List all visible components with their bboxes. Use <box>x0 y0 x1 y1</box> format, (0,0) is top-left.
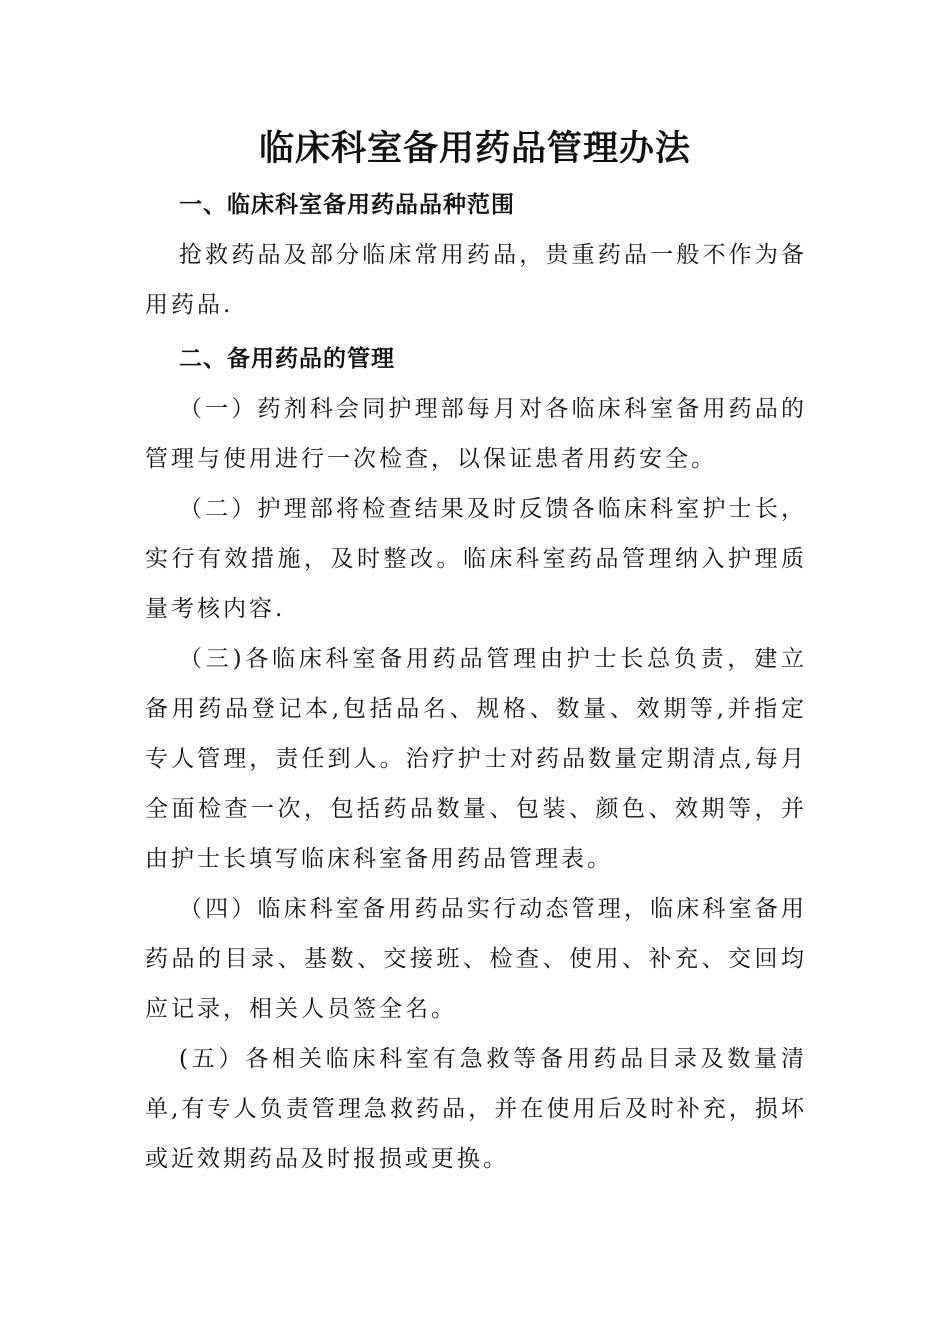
document-body <box>145 180 807 1184</box>
section-heading-2: 二、备用药品的管理 <box>179 346 395 372</box>
section-2-item-3: （三)各临床科室备用药品管理由护士长总负责，建立备用药品登记本,包括品名、规格、数量、效期等,并指定专人管理，责任到人。治疗护士对药品数量定期清点,每月全面检查一次，包括药品数量、包装、颜色、效期等，并由护士长填写临床科室备用药品管理表。 <box>145 646 807 872</box>
section-2-item-5: (五）各相关临床科室有急救等备用药品目录及数量清单,有专人负责管理急救药品，并在使用后及时补充，损坏或近效期药品及时报损或更换。 <box>145 1046 807 1172</box>
section-2-item-2: （二）护理部将检查结果及时反馈各临床科室护士长，实行有效措施，及时整改。临床科室药品管理纳入护理质量考核内容. <box>145 496 807 622</box>
document-title: 临床科室备用药品管理办法 <box>258 128 691 169</box>
section-1-paragraph: 抢救药品及部分临床常用药品，贵重药品一般不作为备用药品. <box>145 242 807 318</box>
section-2-item-1: （一）药剂科会同护理部每月对各临床科室备用药品的管理与使用进行一次检查，以保证患者用药安全。 <box>145 396 807 472</box>
section-heading-1: 一、临床科室备用药品品种范围 <box>179 192 515 218</box>
section-2-item-4: （四）临床科室备用药品实行动态管理，临床科室备用药品的目录、基数、交接班、检查、使用、补充、交回均应记录，相关人员签全名。 <box>145 896 807 1022</box>
